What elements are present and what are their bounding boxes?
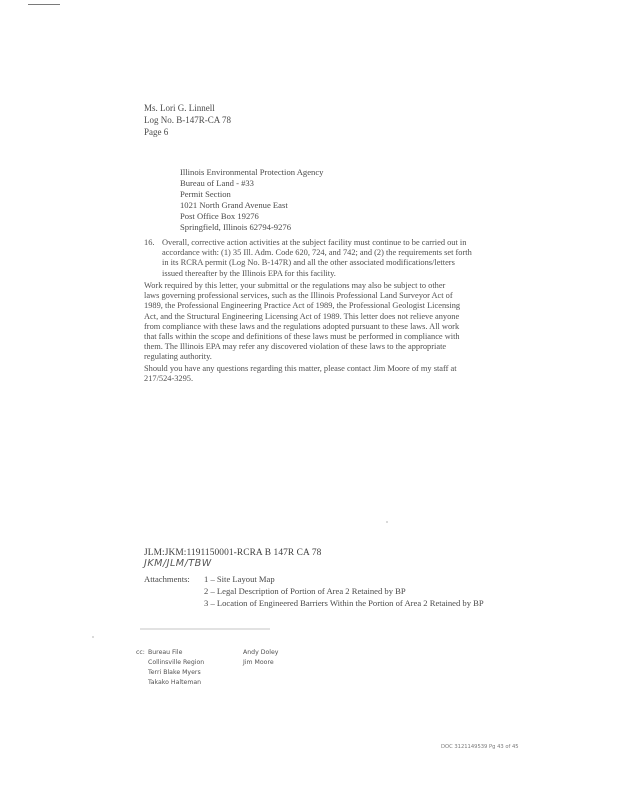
handwritten-initials: JKM/JLM/TBW	[144, 558, 212, 569]
work-paragraph	[144, 281, 552, 363]
agency-city: Springfield, Illinois 62794-9276	[180, 222, 291, 232]
attachment-item: 1 – Site Layout Map	[204, 574, 275, 584]
item-16-line: in its RCRA permit (Log No. B-147R) and all the other associated modifications/letters	[162, 258, 455, 268]
work-paragraph-line: regulating authority.	[144, 352, 212, 362]
attachments-label: Attachments:	[144, 574, 190, 584]
item-16-line: Overall, corrective action activities at the subject facility must continue to be carried out in	[162, 238, 467, 247]
agency-po-box: Post Office Box 19276	[180, 211, 259, 221]
questions-paragraph	[144, 364, 552, 384]
item-16-number: 16.	[144, 238, 155, 247]
work-paragraph-line: Act, and the Structural Engineering Licensing Act of 1989. This letter does not relieve anyone	[144, 311, 460, 321]
cc-recipient: Jim Moore	[243, 659, 274, 666]
agency-street: 1021 North Grand Avenue East	[180, 200, 288, 210]
recipient-name: Ms. Lori G. Linnell	[144, 103, 215, 113]
work-paragraph-line: 1989, the Professional Engineering Practice Act of 1989, the Professional Geologist Licensing	[144, 301, 461, 311]
work-paragraph-line: from compliance with these laws and the regulations adopted pursuant to these laws. All work	[144, 321, 460, 331]
item-16-text	[162, 238, 552, 279]
attachment-item: 2 – Legal Description of Portion of Area 2 Retained by BP	[204, 586, 406, 596]
questions-paragraph-line: 217/524-3295.	[144, 374, 194, 384]
scan-speck	[92, 636, 94, 638]
work-paragraph-line: laws governing professional services, such as the Illinois Professional Land Surveyor Act of	[144, 291, 453, 301]
questions-paragraph-line: Should you have any questions regarding this matter, please contact Jim Moore of my staff at	[144, 364, 457, 373]
cc-label: cc:	[136, 649, 145, 656]
top-rule	[28, 4, 60, 5]
document-footer: DOC 3121149539 Pg 43 of 45	[441, 744, 519, 750]
cc-recipient: Andy Doley	[243, 649, 279, 656]
agency-name: Illinois Environmental Protection Agency	[180, 167, 324, 177]
agency-bureau: Bureau of Land - #33	[180, 178, 254, 188]
reference-code: JLM:JKM:1191150001-RCRA B 147R CA 78	[144, 548, 322, 558]
attachment-item: 3 – Location of Engineered Barriers Within the Portion of Area 2 Retained by BP	[204, 598, 484, 608]
agency-section: Permit Section	[180, 189, 231, 199]
cc-recipient: Collinsville Region	[148, 659, 205, 666]
cc-recipient: Terri Blake Myers	[148, 669, 201, 676]
work-paragraph-line: Work required by this letter, your submittal or the regulations may also be subject to other	[144, 281, 446, 290]
log-number: Log No. B-147R-CA 78	[144, 115, 232, 125]
work-paragraph-line: them. The Illinois EPA may refer any discovered violation of these laws to the appropriate	[144, 342, 447, 352]
work-paragraph-line: that falls within the scope and definitions of these laws must be performed in compliance with	[144, 332, 460, 342]
item-16-line: issued thereafter by the Illinois EPA for this facility.	[162, 268, 336, 278]
item-16-line: accordance with: (1) 35 Ill. Adm. Code 620, 724, and 742; and (2) the requirements set forth	[162, 248, 472, 258]
page-number: Page 6	[144, 127, 169, 137]
cc-recipient: Takako Halteman	[148, 679, 202, 686]
cc-recipient: Bureau File	[148, 649, 183, 656]
scan-speck	[386, 521, 388, 523]
scan-smudge	[140, 628, 270, 630]
item-16	[144, 238, 552, 282]
